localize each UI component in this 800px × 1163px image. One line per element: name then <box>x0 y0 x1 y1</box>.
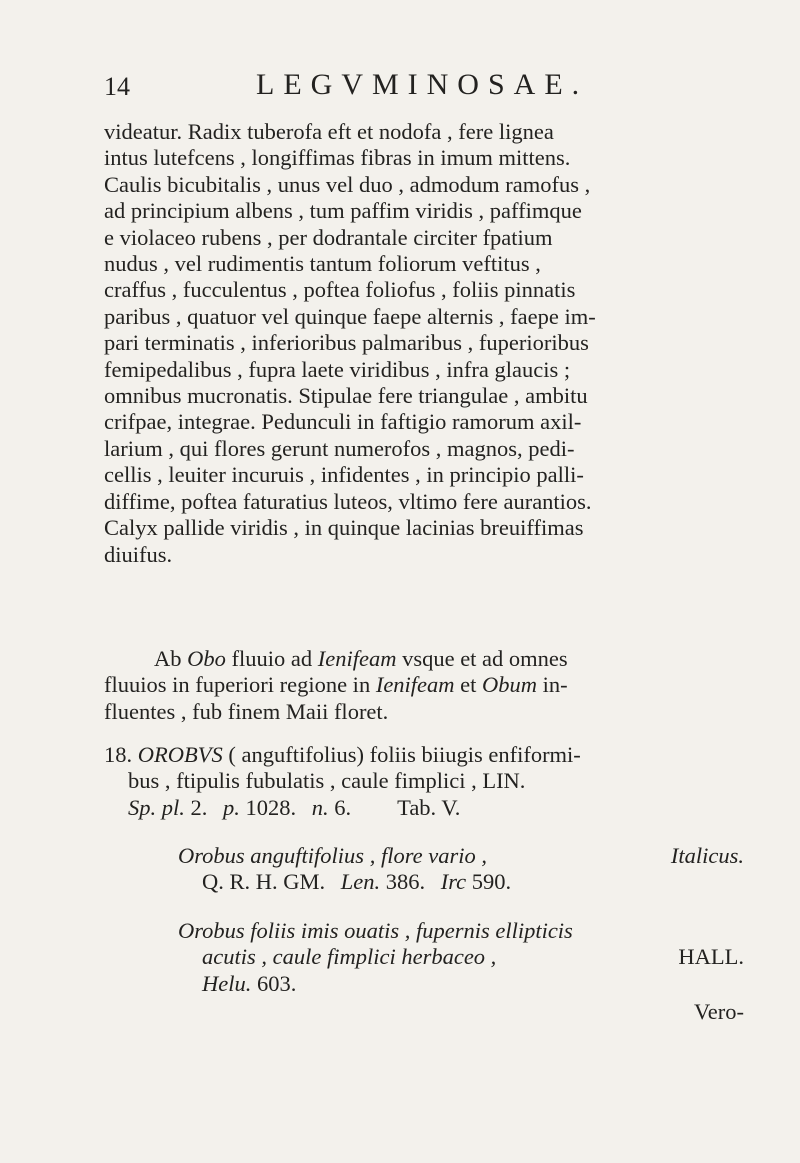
text-line: nudus , vel rudimentis tantum foliorum veftitus , <box>104 251 541 277</box>
text-line: crifpae, integrae. Pedunculi in faftigio ramorum axil- <box>104 409 582 435</box>
entry-number: 18. <box>104 742 133 767</box>
text-line: Q. R. H. GM. Len. 386. Irc 590. <box>202 869 512 895</box>
text-line: larium , qui flores gerunt numerofos , magnos, pedi- <box>104 435 575 461</box>
text-line: Orobus foliis imis ouatis , fupernis ellipticis <box>178 918 573 943</box>
text-line: fluentes , fub finem Maii floret. <box>104 698 389 724</box>
species-entry <box>104 742 744 821</box>
text-line: pari terminatis , inferioribus palmaribus , fuperioribus <box>104 330 589 356</box>
page-number: 14 <box>104 72 130 101</box>
text-line: acutis , caule fimplici herbaceo , HALL. <box>202 944 744 970</box>
text-line: intus lutefcens , longiffimas fibras in imum mittens. <box>104 145 571 171</box>
text-line: paribus , quatuor vel quinque faepe alternis , faepe im- <box>104 303 596 329</box>
text-line: Orobus anguftifolius , flore vario , Italicus. <box>178 843 744 868</box>
text-line: Calyx pallide viridis , in quinque lacinias breuiffimas <box>104 515 584 541</box>
text-line: Ab Obo fluuio ad Ienifeam vsque et ad omnes <box>154 646 568 671</box>
text-line: e violaceo rubens , per dodrantale circiter fpatium <box>104 224 553 250</box>
text-line: craffus , fucculentus , poftea foliofus , foliis pinnatis <box>104 277 576 303</box>
text-line: Caulis bicubitalis , unus vel duo , admodum ramofus , <box>104 171 591 197</box>
paragraph-locality <box>104 646 744 725</box>
text-line: Sp. pl. 2. p. 1028. n. 6. Tab. V. <box>128 794 461 820</box>
text-line: cellis , leuiter incuruis , infidentes , in principio palli- <box>104 462 584 488</box>
text-line: Helu. 603. <box>202 970 297 996</box>
synonym-citation <box>178 918 744 997</box>
text-line: fluuios in fuperiori regione in Ienifeam et Obum in- <box>104 672 568 698</box>
species-name: OROBVS <box>137 742 223 767</box>
text-line: videatur. Radix tuberofa eft et nodofa , fere lignea <box>104 119 554 144</box>
synonym-citation <box>178 843 744 896</box>
catchword: Vero- <box>694 999 744 1024</box>
text-line: diffime, poftea faturatius luteos, vltimo fere aurantios. <box>104 488 592 514</box>
text-line: bus , ftipulis fubulatis , caule fimplici , LIN. <box>128 768 526 794</box>
running-head: LEGVMINOSAE. <box>256 68 589 101</box>
page-header <box>104 68 744 108</box>
text-line: diuifus. <box>104 541 173 567</box>
text-line: ad principium albens , tum paffim viridis , paffimque <box>104 198 582 224</box>
text-line: omnibus mucronatis. Stipulae fere triangulae , ambitu <box>104 383 588 409</box>
text-line: 18. OROBVS ( anguftifolius) foliis biiugis enfiformi- <box>104 742 581 767</box>
text-line: femipedalibus , fupra laete viridibus , infra glaucis ; <box>104 356 571 382</box>
paragraph-description <box>104 119 744 568</box>
